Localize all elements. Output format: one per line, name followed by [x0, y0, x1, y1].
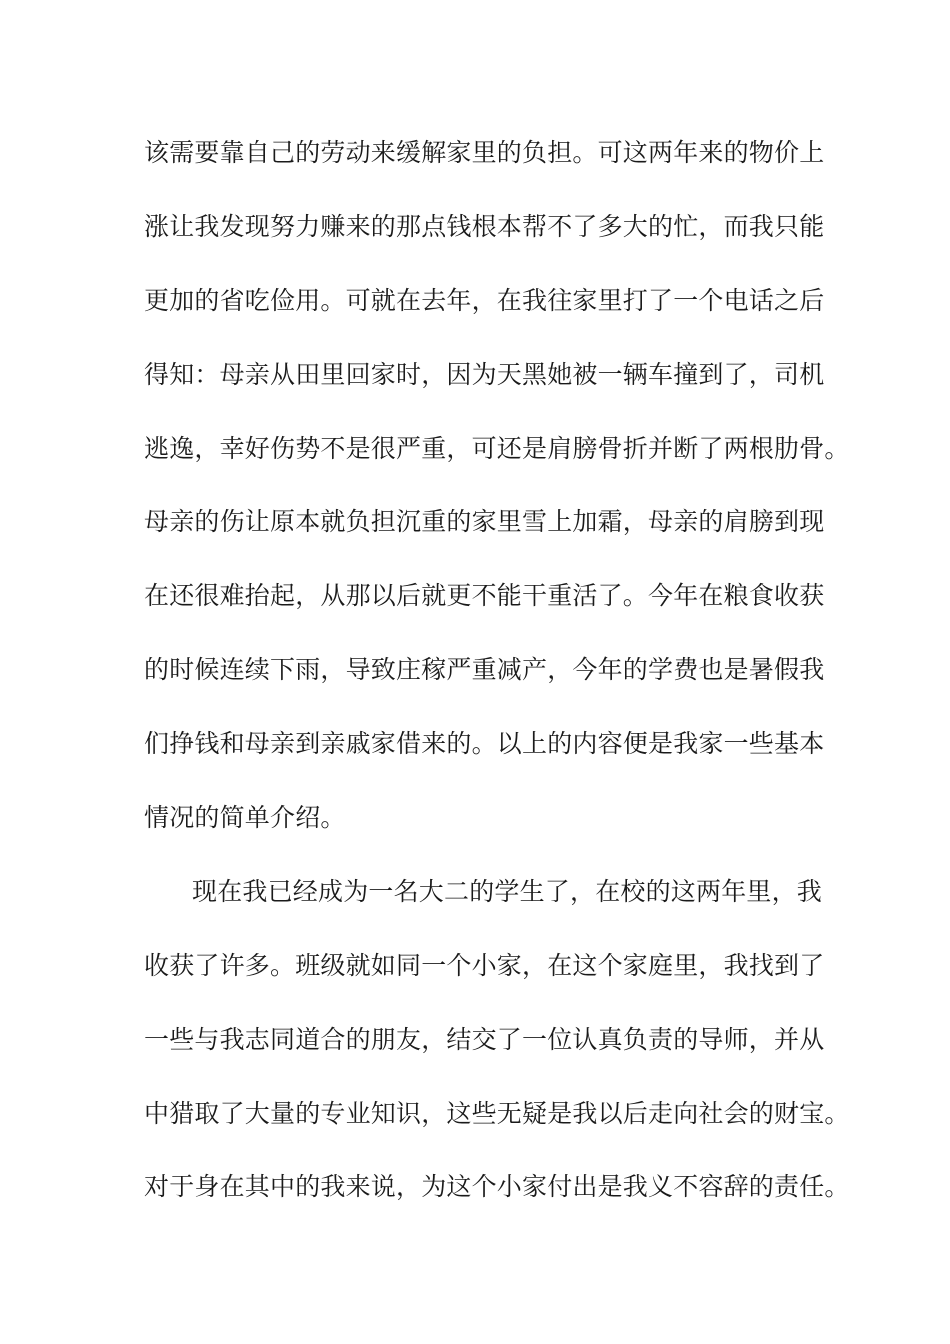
text-line: 的时候连续下雨，导致庄稼严重减产，今年的学费也是暑假我: [144, 655, 825, 685]
text-line: 中猎取了大量的专业知识，这些无疑是我以后走向社会的财宝。: [144, 1098, 850, 1128]
text-line: 更加的省吃俭用。可就在去年，在我往家里打了一个电话之后: [144, 285, 825, 315]
text-line: 母亲的伤让原本就负担沉重的家里雪上加霜，母亲的肩膀到现: [144, 507, 825, 537]
text-line: 收获了许多。班级就如同一个小家，在这个家庭里，我找到了: [144, 950, 825, 980]
text-line: 在还很难抬起，从那以后就更不能干重活了。今年在粮食收获: [144, 581, 825, 611]
text-line: 一些与我志同道合的朋友，结交了一位认真负责的导师，并从: [144, 1024, 825, 1054]
text-line: 逃逸，幸好伤势不是很严重，可还是肩膀骨折并断了两根肋骨。: [144, 433, 850, 463]
paragraph-start-line: 现在我已经成为一名大二的学生了，在校的这两年里，我: [192, 876, 823, 906]
text-line: 对于身在其中的我来说，为这个小家付出是我义不容辞的责任。: [144, 1172, 850, 1202]
body-text: [144, 131, 850, 1239]
text-line: 得知：母亲从田里回家时，因为天黑她被一辆车撞到了，司机: [144, 359, 825, 389]
text-line: 涨让我发现努力赚来的那点钱根本帮不了多大的忙，而我只能: [144, 211, 825, 241]
text-line: 该需要靠自己的劳动来缓解家里的负担。可这两年来的物价上: [144, 138, 825, 167]
text-line: 情况的简单介绍。: [144, 803, 346, 833]
text-line: 们挣钱和母亲到亲戚家借来的。以上的内容便是我家一些基本: [144, 729, 825, 759]
